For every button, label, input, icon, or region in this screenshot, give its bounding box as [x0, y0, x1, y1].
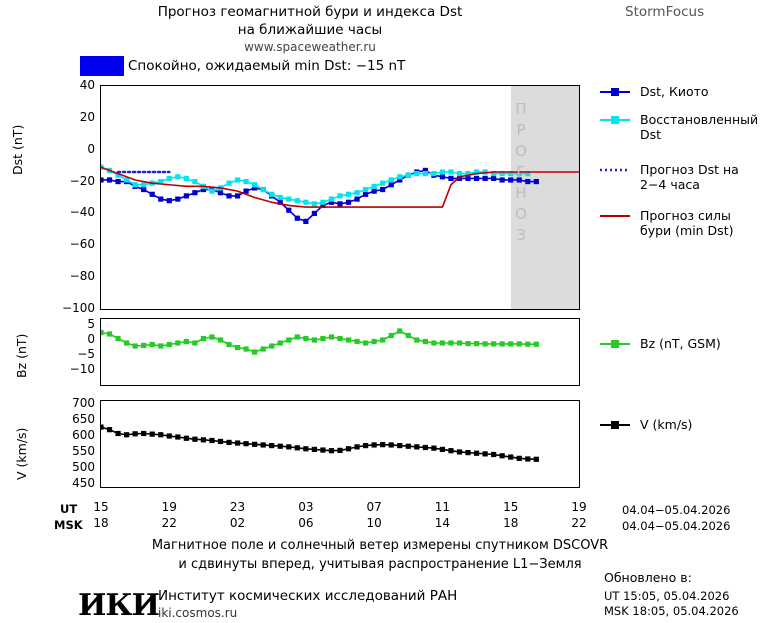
site-url: www.spaceweather.ru — [244, 40, 376, 54]
updated-title: Обновлено в: — [604, 570, 692, 585]
status-badge: Спокойно, ожидаемый min Dst: −15 nT — [128, 58, 406, 74]
legend-label: Прогноз Dst на 2−4 часа — [640, 162, 739, 192]
brand-label: StormFocus — [625, 4, 705, 20]
footnote-line1: Магнитное поле и солнечный ветер измерены спутником DSCOVR — [151, 538, 609, 553]
axis-tick-label: 5 — [87, 317, 95, 331]
axis-tick-label: 600 — [72, 428, 95, 443]
axis-tick-label: −10 — [69, 362, 95, 376]
axis-tick-label: 650 — [72, 412, 95, 427]
v-plot — [100, 400, 580, 488]
ut-tick: 07 — [366, 500, 382, 514]
axis-tick-label: −100 — [62, 301, 95, 315]
msk-tick: 22 — [571, 516, 587, 530]
status-color-swatch — [80, 56, 124, 76]
msk-tick: 18 — [503, 516, 519, 530]
ut-date-range: 04.04−05.04.2026 — [622, 503, 731, 517]
msk-tick: 14 — [434, 516, 451, 530]
updated-msk: MSK 18:05, 05.04.2026 — [604, 604, 739, 618]
msk-tick: 02 — [229, 516, 246, 530]
bz-axis-label: Bz (nT) — [14, 333, 29, 378]
institute-url: iki.cosmos.ru — [158, 606, 238, 620]
main-legend — [600, 84, 760, 284]
iki-logo: ИКИ — [78, 588, 159, 623]
ut-tick: 19 — [571, 500, 587, 514]
ut-tick: 11 — [434, 500, 451, 514]
page-title: Прогноз геомагнитной бури и индекса Dst — [157, 4, 463, 20]
legend-label: Прогноз силы бури (min Dst) — [640, 208, 734, 238]
axis-tick-label: 450 — [72, 475, 95, 490]
forecast-band-label: ПРОГНОЗ — [512, 100, 530, 247]
v-legend-label: V (km/s) — [640, 417, 693, 432]
axis-tick-label: −20 — [69, 173, 95, 188]
msk-tick: 22 — [161, 516, 177, 530]
footnote-line2: и сдвинуты вперед, учитывая распространение L1−Земля — [178, 557, 582, 572]
ut-tick: 23 — [229, 500, 246, 514]
axis-tick-label: 20 — [79, 109, 95, 124]
axis-tick-label: 0 — [87, 141, 95, 156]
msk-tick: 06 — [298, 516, 314, 530]
axis-tick-label: 700 — [72, 396, 95, 411]
dst-y-ticks — [50, 78, 95, 315]
axis-tick-label: −40 — [69, 205, 95, 220]
bz-y-ticks — [50, 318, 95, 386]
ut-tick: 15 — [93, 500, 109, 514]
ut-tick: 19 — [161, 500, 177, 514]
bz-plot — [100, 318, 580, 386]
ut-tick: 03 — [298, 500, 314, 514]
institute-name: Институт космических исследований РАН — [158, 588, 458, 604]
axis-tick-label: −60 — [69, 237, 95, 252]
axis-tick-label: −5 — [77, 347, 95, 361]
v-axis-label: V (km/s) — [14, 427, 29, 480]
axis-tick-label: 550 — [72, 443, 95, 458]
axis-tick-label: 500 — [72, 459, 95, 474]
msk-tick: 18 — [93, 516, 109, 530]
msk-row-label: MSK — [54, 518, 83, 532]
v-y-ticks — [50, 396, 95, 490]
dst-plot — [100, 85, 580, 310]
axis-tick-label: −80 — [69, 269, 95, 284]
page-subtitle: на ближайшие часы — [237, 22, 383, 38]
ut-row-label: UT — [60, 502, 78, 516]
msk-date-range: 04.04−05.04.2026 — [622, 519, 731, 533]
legend-label: Восстановленный Dst — [640, 112, 759, 142]
bz-legend-label: Bz (nT, GSM) — [640, 336, 721, 351]
ut-tick: 15 — [503, 500, 519, 514]
axis-tick-label: 40 — [79, 78, 95, 92]
axis-tick-label: 0 — [87, 332, 95, 346]
legend-label: Dst, Киото — [640, 84, 709, 99]
dst-axis-label: Dst (nT) — [10, 124, 25, 175]
msk-tick: 10 — [366, 516, 382, 530]
updated-ut: UT 15:05, 05.04.2026 — [604, 589, 730, 603]
